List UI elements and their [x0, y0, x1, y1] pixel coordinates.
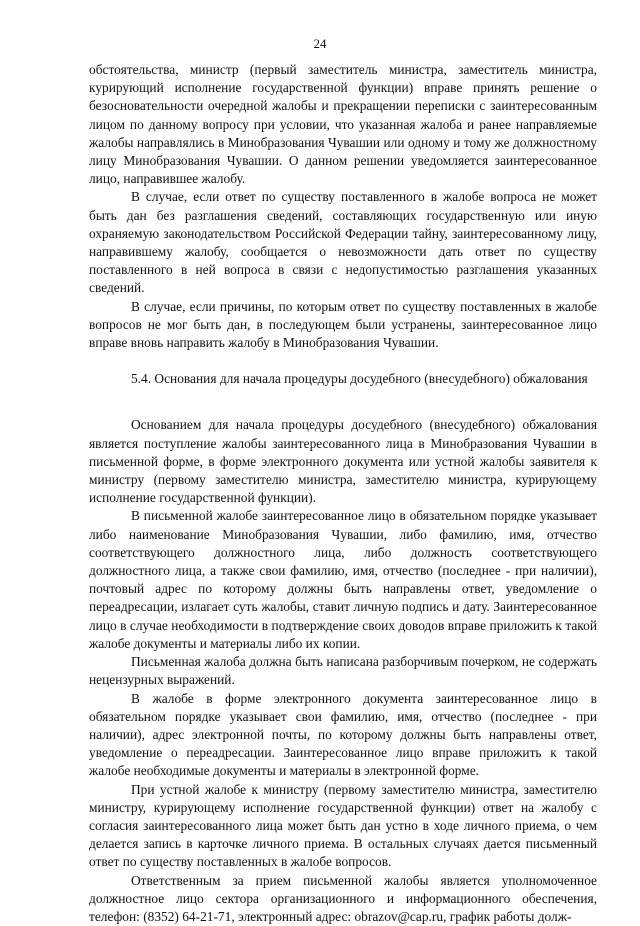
paragraph: Письменная жалоба должна быть написана разборчивым почерком, не содержать нецензурных выражений.	[89, 654, 597, 688]
paragraph: В случае, если причины, по которым ответ по существу поставленных в жалобе вопросов не мог быть дан, в последующем были устранены, заинтересованное лицо вправе вновь направить жалобу в Минобразования Чувашии.	[89, 298, 597, 351]
paragraph: В случае, если ответ по существу поставленного в жалобе вопроса не может быть дан без разглашения сведений, составляющих государственную или иную охраняемую законодательством Российской Федерации тайну, заинтересованному лицу, направившему жалобу, сообщается о невозможности дать ответ по существу поставленного в ней вопроса в связи с недопустимостью разглашения указанных сведений.	[89, 189, 597, 296]
paragraph: В жалобе в форме электронного документа заинтересованное лицо в обязательном порядке указывает свои фамилию, имя, отчество (последнее - при наличии), адрес электронной почты, по которому должны быть направлены ответ, уведомление о переадресации. Заинтересованное лицо вправе приложить к такой жалобе необходимые документы и материалы в электронной форме.	[89, 690, 597, 779]
page-number: 24	[313, 36, 327, 51]
paragraph: При устной жалобе к министру (первому заместителю министра, заместителю министру, курирующему исполнение государственной функции) ответ на жалобу с согласия заинтересованного лица может быть дан устно в ходе личного приема, о чем делается запись в карточке личного приема. В остальных случаях дается письменный ответ по существу поставленных в жалобе вопросов.	[89, 781, 597, 870]
paragraph-continuation: обстоятельства, министр (первый заместитель министра, заместитель министра, курирующий исполнение государственной функции) вправе принять решение о безосновательности очередной жалобы и прекращении переписки с заинтересованным лицом по данному вопросу при условии, что указанная жалоба и ранее направляемые жалобы направлялись в Минобразования Чувашии или одному и тому же должностному лицу Минобразования Чувашии. О данном решении уведомляется заинтересованное лицо, направившее жалобу.	[89, 62, 597, 187]
section-heading: 5.4. Основания для начала процедуры досудебного (внесудебного) обжалования	[131, 371, 588, 387]
paragraph: Основанием для начала процедуры досудебного (внесудебного) обжалования является поступление жалобы заинтересованного лица в Минобразования Чувашии в письменной форме, в форме электронного документа или устной жалобы заявителя к министру (первому заместителю министра, заместителю министра, курирующему исполнение государственной функции).	[89, 417, 597, 506]
paragraph: Ответственным за прием письменной жалобы является уполномоченное должностное лицо сектора организационного и информационного обеспечения, телефон: (8352) 64-21-71, электронный адрес: obrazov@cap.ru, график работы долж-	[89, 872, 597, 924]
document-body	[89, 61, 597, 926]
paragraph: В письменной жалобе заинтересованное лицо в обязательном порядке указывает либо наименование Минобразования Чувашии, либо фамилию, имя, отчество соответствующего должностного лица, либо должность соответствующего должностного лица, а также свои фамилию, имя, отчество (последнее - при наличии), почтовый адрес по которому должны быть направлены ответ, уведомление о переадресации, излагает суть жалобы, ставит личную подпись и дату. Заинтересованное лицо в случае необходимости в подтверждение своих доводов вправе приложить к такой жалобе документы и материалы либо их копии.	[89, 508, 597, 651]
